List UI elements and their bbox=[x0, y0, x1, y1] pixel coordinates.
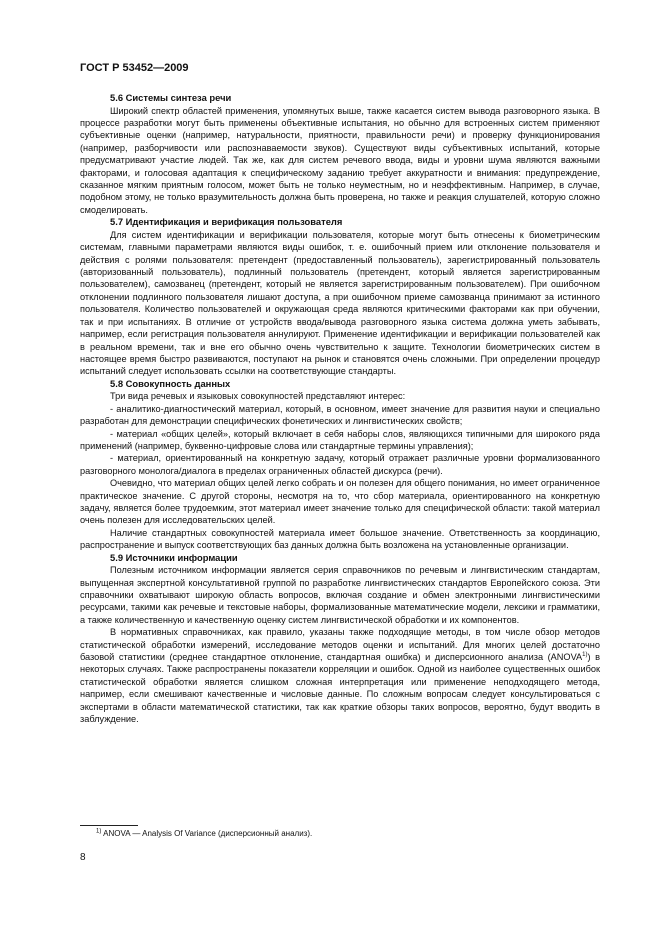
list-item: - материал «общих целей», который включает в себя наборы слов, являющихся типичными для широкого ряда применений (например, буквенно-цифровые слова или стандартные термины управления); bbox=[80, 428, 600, 451]
section-5-8-paragraph: Очевидно, что материал общих целей легко собрать и он полезен для общего понимания, но имеет ограниченное практическое значение. С другой стороны, несмотря на то, что сбор материала, ориентированного на конкретную задачу, является более трудоемким, этот материал имеет значение только для специфической области: такой материал очень полезен для исследовательских целей. bbox=[80, 478, 600, 526]
list-item: - материал, ориентированный на конкретную задачу, который отражает различные уровни формализованного разговорного монолога/диалога в пределах ограниченных областей дискурса (речи). bbox=[80, 453, 600, 476]
footnote-mark: 1) bbox=[96, 828, 102, 835]
footnote bbox=[96, 829, 312, 839]
page-number: 8 bbox=[80, 852, 86, 863]
document-header: ГОСТ Р 53452—2009 bbox=[80, 62, 189, 74]
section-5-8-title: 5.8 Совокупность данных bbox=[110, 377, 231, 389]
section-5-7-title: 5.7 Идентификация и верификация пользователя bbox=[110, 216, 343, 228]
section-5-8-paragraph: Наличие стандартных совокупностей материала имеет большое значение. Ответственность за координацию, распространение и выпуск соответствующих баз данных должна быть возложена на установленные организации. bbox=[80, 527, 600, 551]
footnote-reference[interactable]: 1) bbox=[582, 651, 588, 658]
section-5-6-title: 5.6 Системы синтеза речи bbox=[110, 92, 232, 103]
paragraph-text: ) в некоторых случаях. Также распространены показатели корреляции и ошибок. Одной из наиболее существенных ошибок статистической обработки является слишком сложная интерпретация или применение неподходящего метода, например, если смешивают качественные и числовые данные. По сложным вопросам следует консультироваться с экспертами в области математической статистики, так как краткие обзоры таких вопросов, вероятно, будут вводить в заблуждение. bbox=[80, 652, 600, 725]
section-5-6-paragraph: Широкий спектр областей применения, упомянутых выше, также касается систем вывода разговорного языка. В процессе разработки могут быть применены объективные испытания, но обычно для встроенных систем применяют субъективные оценки (например, натуральности, приятности, правильности речи) и проверку функционирования (например, разборчивости или распознаваемости звуков). Существуют виды субъективных испытаний, которые предусматривают участие людей. Так же, как для систем речевого ввода, виды и уровни шума являются важными факторами, и голосовая адаптация к специфическому заданию требует аккуратности и внимания: предупреждение, сказанное мягким приятным голосом, может быть не только неуместным, но и неэффективным. Например, в случае, подобном этому, не только вразумительность должна быть проверена, но также и реакция слушателей, которую сложно смоделировать. bbox=[80, 105, 600, 215]
paragraph-text: В нормативных справочниках, как правило, указаны также подходящие методы, в том числе обзор методов статистической обработки измерений, исследование методов оценки и испытаний. Для многих целей достаточно базовой статистики (среднее стандартное отклонение, стандартная ошибка) и дисперсионного анализа (ANOVA bbox=[80, 627, 600, 663]
footnote-text: ANOVA — Analysis Of Variance (дисперсионный анализ). bbox=[101, 829, 313, 838]
section-5-9-paragraph bbox=[80, 626, 600, 725]
section-5-9-title: 5.9 Источники информации bbox=[110, 551, 238, 563]
footnote-divider bbox=[80, 825, 138, 826]
page-body bbox=[80, 92, 600, 725]
section-5-9-paragraph: Полезным источником информации является серия справочников по речевым и лингвистическим стандартам, выпущенная экспертной консультативной группой по разработке лингвистических стандартов Европейского союза. Эти справочники охватывают широкую область вопросов, включая создание и обмен электронными лингвистическими ресурсами, такими как речевые и текстовые наборы, формализованные математические модели, лексики и грамматики, а также количественную и качественную оценку систем лингвистической обработки и их компонентов. bbox=[80, 565, 600, 625]
list-item: - аналитико-диагностический материал, который, в основном, имеет значение для развития науки и специально разработан для демонстрации специфических фонетических и лингвистических свойств; bbox=[80, 403, 600, 427]
section-5-7-paragraph: Для систем идентификации и верификации пользователя, которые могут быть отнесены к биометрическим системам, главными параметрами являются виды ошибок, т. е. ошибочный прием или отклонение пользователя и действия с ролями пользователя: претендент (предоставленный пользователь), зарегистрированный пользователь (авторизованный пользователь), подлинный пользователь (претендент, который является зарегистрированным пользователем), самозванец (претендент, который не является зарегистрированным пользователем). При ошибочном отклонении подлинного пользователя лишают доступа, а при ошибочном приеме самозванца принимают за истинного пользователя. Количество пользователей и окружающая среда являются критическими факторами как при обучении, так и при испытаниях. В отличие от устройств ввода/вывода разговорного языка система должна уметь забывать, например, если регистрация пользователя аннулируют. Применение идентификации и верификации пользователей как в реальном времени, так и вне его обычно очень чувствительно к защите. Технологии биометрических систем в настоящее время быстро развиваются, поступают на рынок и становятся очень сложными. При определении процедур испытаний следует использовать ссылки на соответствующие стандарты. bbox=[80, 229, 600, 377]
section-5-8-intro: Три вида речевых и языковых совокупностей представляют интерес: bbox=[110, 391, 406, 402]
